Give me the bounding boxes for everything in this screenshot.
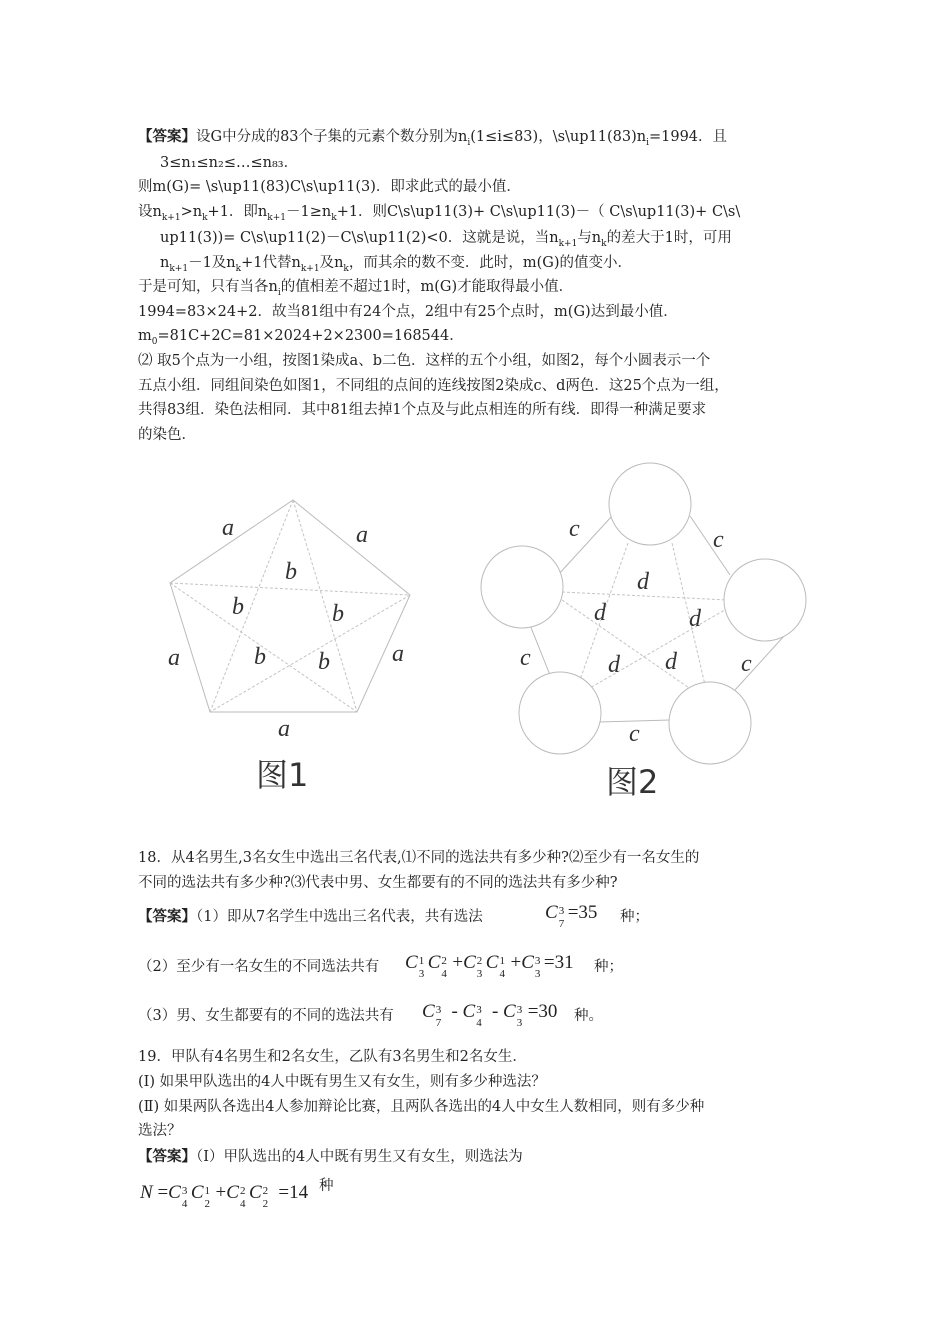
answer-line-11: 五点小组．同组间染色如图1，不同组的点间的连线按图2染成c、d两色．这25个点为一组， [138, 378, 729, 394]
fig2-label-d-2: d [594, 600, 606, 626]
group-circle-right [724, 559, 806, 641]
answer-line-9: $m_0=81C+2C=81\times 2024+2\times 2300=168544$． [138, 328, 464, 347]
answer-label: 【答案】 [138, 128, 196, 145]
answer-line-6: $n_{k+1}-1$及$n_k+1$代替$n_{k+1}$及$n_k$，而其余的数不变．此时，m(G)的值变小． [160, 255, 633, 274]
q18-line-1: 18．从4名男生,3名女生中选出三名代表,⑴不同的选法共有多少种?⑵至少有一名女生的 [138, 850, 700, 866]
q19-answer-1-tail: 种 [319, 1178, 334, 1194]
answer-line-2: 3≤n₁≤n₂≤…≤n₈₃． [160, 155, 299, 171]
group-circle-bottom-left [519, 672, 601, 754]
answer-line-12: 共得83组．染色法相同．其中81组去掉1个点及与此点相连的所有线．即得一种满足要求 [138, 402, 707, 418]
q19-formula-1: N =C 3 4 C 1 2 +C 2 4 C 2 2 =14 [140, 1182, 309, 1210]
figure-2-groups [481, 463, 806, 764]
answer-line-7: 于是可知，只有当各$n_i$的值相差不超过1时，m(G)才能取得最小值． [138, 279, 574, 298]
q18-answer-2: （2）至少有一名女生的不同选法共有 [138, 959, 380, 975]
answer-line-8: 1994=83×24+2．故当81组中有24个点，2组中有25个点时，m(G)达到最小值． [138, 304, 678, 320]
q19-line-2: (I) 如果甲队选出的4人中既有男生又有女生，则有多少种选法？ [138, 1074, 546, 1090]
fig1-label-b-2: b [232, 594, 244, 620]
answer-line-1: 【答案】设G中分成的83个子集的元素个数分别为$n_i(1\le i\le 83)$，$\backslash s\backslash up11(83)n_i=1994$．且 [138, 128, 728, 148]
q18-answer-2-tail: 种； [594, 959, 623, 975]
fig2-label-c-4: c [741, 651, 752, 677]
q18-answer-3: （3）男、女生都要有的不同的选法共有 [138, 1008, 394, 1024]
fig2-label-c-3: c [520, 645, 531, 671]
answer-line-5: up11(3))= C\s\up11(2)－C\s\up11(2)<0．这就是说，当$n_{k+1}$与$n_k$的差大于1时，可用 [160, 230, 732, 249]
fig1-label-b-3: b [332, 601, 344, 627]
answer-line-13: 的染色． [138, 427, 196, 443]
figure-2-caption: 图2 [606, 763, 659, 801]
q18-answer-1: 【答案】（1）即从7名学生中选出三名代表，共有选法 [138, 908, 483, 925]
answer-label: 【答案】 [138, 1148, 196, 1165]
q18-formula-1: C 3 7 =35 [545, 902, 598, 930]
figure-1-caption: 图1 [256, 756, 309, 794]
group-circle-top [609, 463, 691, 545]
fig1-label-b-1: b [285, 559, 297, 585]
fig2-label-c-5: c [629, 721, 640, 747]
fig2-label-c-2: c [713, 527, 724, 553]
q19-line-3: (Ⅱ) 如果两队各选出4人参加辩论比赛，且两队各选出的4人中女生人数相同，则有多少种 [138, 1099, 705, 1115]
group-circle-bottom-right [669, 682, 751, 764]
q18-answer-1-tail: 种； [620, 909, 649, 925]
answer-label: 【答案】 [138, 908, 196, 925]
q19-answer-1: 【答案】（Ⅰ）甲队选出的4人中既有男生又有女生，则选法为 [138, 1148, 523, 1165]
q19-line-1: 19．甲队有4名男生和2名女生，乙队有3名男生和2名女生． [138, 1049, 527, 1065]
fig2-label-d-4: d [608, 652, 620, 678]
fig1-label-b-5: b [318, 649, 330, 675]
fig2-label-c-1: c [569, 516, 580, 542]
fig2-label-d-3: d [689, 606, 701, 632]
fig1-label-a-3: a [168, 645, 180, 671]
q19-line-4: 选法？ [138, 1123, 182, 1139]
fig1-label-a-4: a [392, 641, 404, 667]
fig1-label-a-5: a [278, 716, 290, 742]
fig1-label-a-2: a [356, 522, 368, 548]
q18-line-2: 不同的选法共有多少种?⑶代表中男、女生都要有的不同的选法共有多少种? [138, 875, 618, 891]
fig1-label-b-4: b [254, 644, 266, 670]
answer-line-10: ⑵ 取5个点为一小组，按图1染成a、b二色．这样的五个小组，如图2，每个小圆表示一个 [138, 353, 711, 369]
fig2-label-d-5: d [665, 649, 677, 675]
q18-formula-3: C 3 7 - C 3 4 - C 3 3 =30 [422, 1001, 558, 1029]
answer-line-4: 设$n_{k+1}>n_k+1$．即$n_{k+1}-1\ge n_k+1$．则C\s\up11(3)+ C\s\up11(3)－（ C\s\up11(3)+ C\s\ [138, 204, 741, 223]
answer-line-3: 则m(G)= \s\up11(83)C\s\up11(3)．即求此式的最小值． [138, 179, 521, 195]
q18-answer-3-tail: 种。 [574, 1008, 603, 1024]
fig2-label-d-1: d [637, 569, 649, 595]
group-circle-left [481, 546, 563, 628]
fig1-label-a-1: a [222, 515, 234, 541]
figure-2-inner-edges [562, 543, 728, 690]
q18-formula-2: C 1 3 C 2 4 +C 2 3 C 1 4 +C 3 3 =31 [405, 952, 574, 980]
